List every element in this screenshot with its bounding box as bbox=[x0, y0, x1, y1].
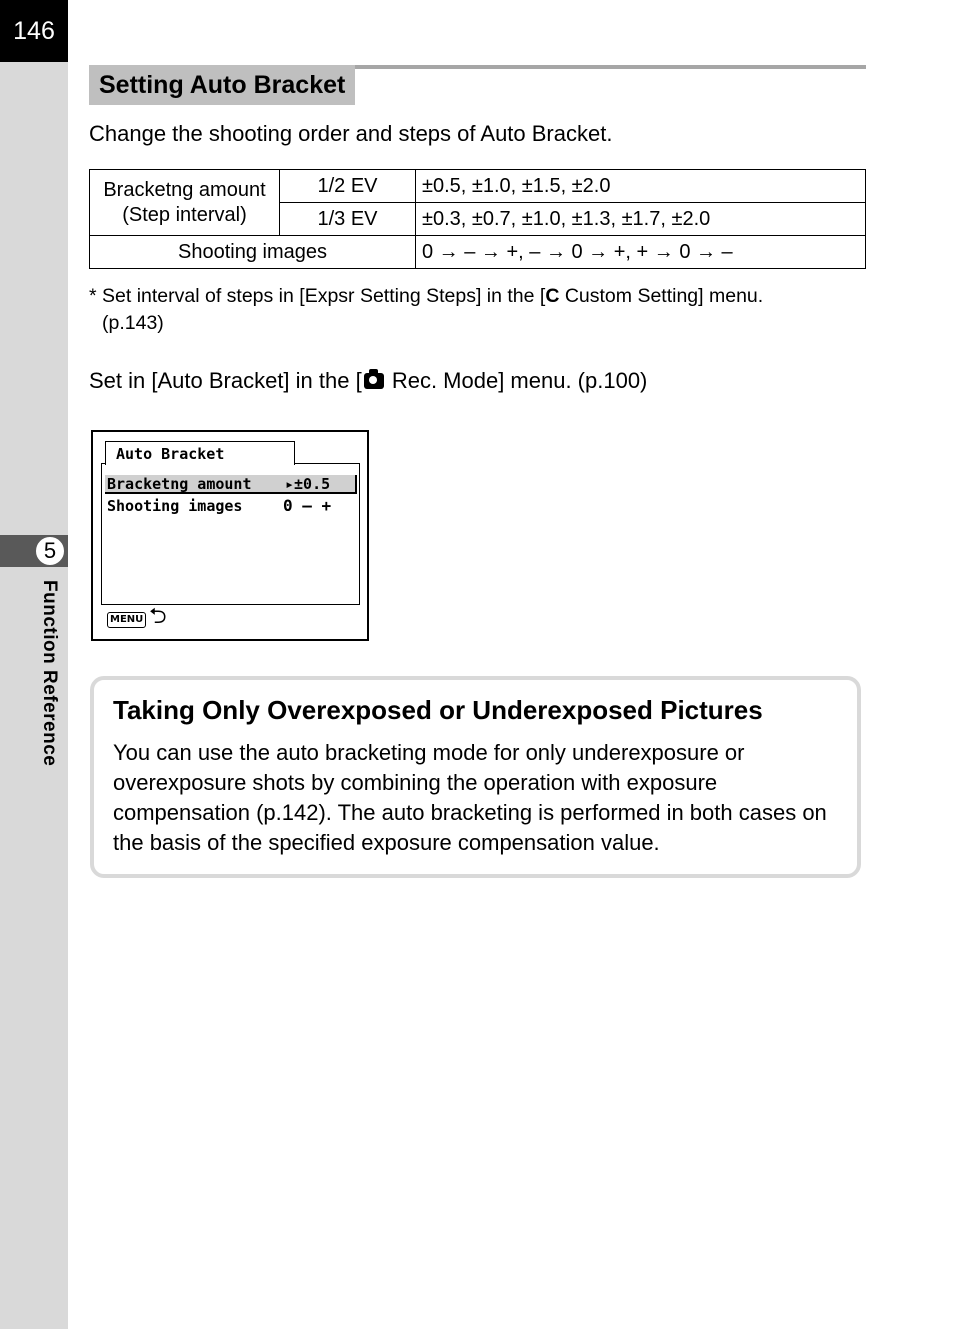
bracket-amount-line2: (Step interval) bbox=[122, 203, 247, 226]
screen-row-label: Bracketng amount bbox=[107, 475, 252, 493]
shooting-images-value: 0 → – → +, – → 0 → +, + → 0 → – bbox=[416, 236, 866, 269]
back-arrow-icon: ⮌ bbox=[149, 604, 167, 629]
menu-button-icon: MENU bbox=[107, 612, 146, 628]
screen-row-shooting-images: Shooting images bbox=[107, 497, 243, 515]
intro-text: Change the shooting order and steps of Auto Bracket. bbox=[89, 121, 613, 146]
step-cell: 1/3 EV bbox=[280, 203, 416, 236]
values-cell: ±0.5, ±1.0, ±1.5, ±2.0 bbox=[416, 170, 866, 203]
table-row bbox=[90, 170, 866, 203]
shooting-images-label: Shooting images bbox=[90, 236, 416, 269]
tip-body: You can use the auto bracketing mode for only underexposure or overexposure shots by combining the operation with exposure compensation (p.142). The auto bracketing is performed in both cases on the basis of the specified exposure compensation value. bbox=[113, 740, 827, 855]
camera-icon bbox=[364, 373, 384, 389]
step-cell: 1/2 EV bbox=[280, 170, 416, 203]
bracket-spec-table bbox=[89, 169, 866, 269]
bracket-amount-line1: Bracketng amount bbox=[103, 178, 266, 201]
instruction-text bbox=[89, 367, 647, 395]
section-title: Setting Auto Bracket bbox=[89, 65, 355, 105]
footnote-suffix: Custom Setting] menu. bbox=[559, 285, 764, 307]
page-number: 146 bbox=[0, 0, 68, 62]
bracket-amount-label bbox=[90, 170, 280, 236]
footnote-prefix: * Set interval of steps in [Expsr Setting Steps] in the [ bbox=[89, 285, 546, 307]
instruction-suffix: Rec. Mode] menu. (p.100) bbox=[385, 368, 648, 393]
footnote bbox=[89, 283, 763, 310]
values-cell: ±0.3, ±0.7, ±1.0, ±1.3, ±1.7, ±2.0 bbox=[416, 203, 866, 236]
screen-row-value: ▸±0.5 bbox=[285, 475, 331, 493]
camera-menu-screen bbox=[91, 430, 369, 641]
screen-tab-title: Auto Bracket bbox=[105, 441, 295, 465]
custom-setting-icon: C bbox=[545, 285, 560, 307]
table-row bbox=[90, 236, 866, 269]
screen-row-bracket-amount bbox=[105, 475, 357, 494]
screen-row-shooting-value: 0 — + bbox=[283, 496, 332, 515]
instruction-prefix: Set in [Auto Bracket] in the [ bbox=[89, 368, 362, 393]
tip-title: Taking Only Overexposed or Underexposed Pictures bbox=[113, 695, 763, 725]
chapter-label: Function Reference bbox=[39, 580, 60, 767]
chapter-number: 5 bbox=[34, 535, 66, 567]
footnote-page-ref: (p.143) bbox=[102, 312, 164, 334]
tip-box bbox=[90, 676, 861, 878]
